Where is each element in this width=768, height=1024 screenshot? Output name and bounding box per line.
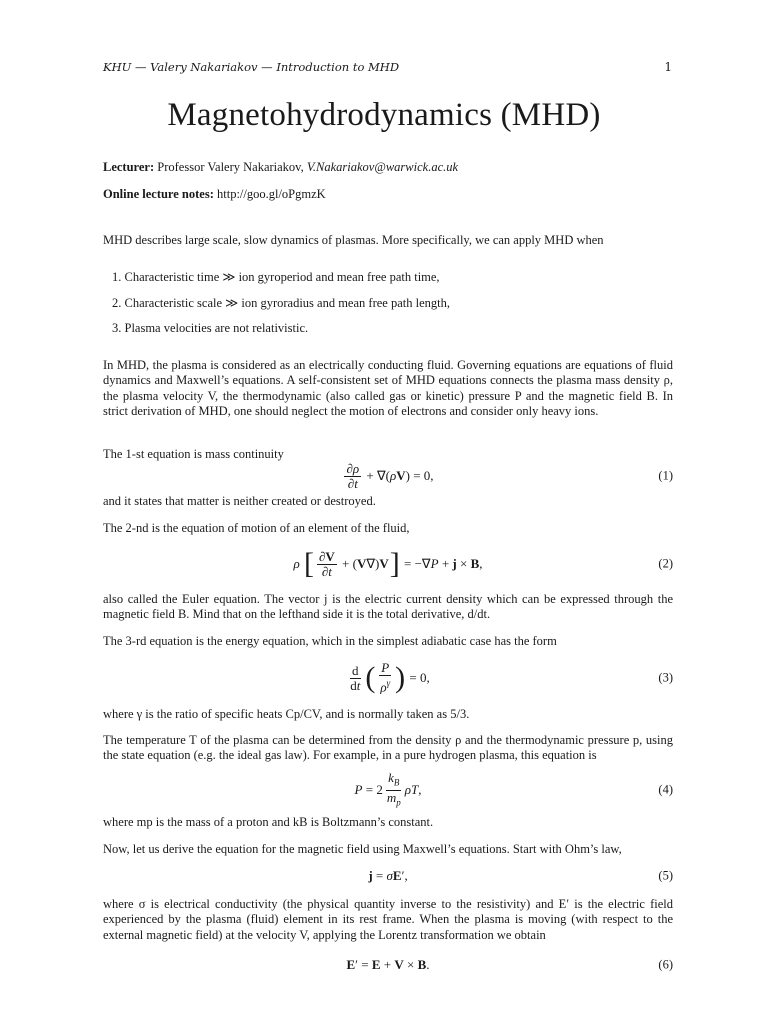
running-head: KHU — Valery Nakariakov — Introduction to MHD (103, 60, 400, 74)
notes-line (103, 187, 673, 203)
equation-4-number: (4) (658, 782, 673, 797)
eq5-lead-text: Now, let us derive the equation for the magnetic field using Maxwell’s equations. Start with Ohm’s law, (103, 842, 622, 856)
equation-3 (103, 660, 673, 696)
equation-5-body: j = σE′, (368, 868, 408, 883)
equation-6 (103, 947, 673, 983)
eq2-after-text: also called the Euler equation. The vector j is the electric current density which can be expressed through the magnetic field B. Mind that on the lefthand side it is the total derivative, d/dt. (103, 592, 673, 622)
eq3-lead-text: The 3-rd equation is the energy equation, which in the simplest adiabatic case has the form (103, 634, 557, 648)
equation-2-number: (2) (658, 556, 673, 571)
paragraph-mhd-fluid: In MHD, the plasma is considered as an electrically conducting fluid. Governing equations are equations of fluid dynamics and Maxwell’s equations. A self-consistent set of MHD equations connects the plasma mass density ρ, the plasma velocity V, the thermodynamic (also called gas or kinetic) pressure P and the magnetic field B. In strict derivation of MHD, one should neglect the motion of electrons and consider only heavy ions. (103, 358, 673, 419)
eq4-after-text: where mp is the mass of a proton and kB is Boltzmann’s constant. (103, 815, 434, 829)
equation-2-body: ρ [ $\frac{\partial V}{\partial t}$ + (V∇)V ] = −∇P + j × B, (293, 547, 483, 580)
eq1-after-text: and it states that matter is neither created or destroyed. (103, 494, 376, 508)
lecturer-label: Lecturer: (103, 160, 155, 174)
equation-3-number: (3) (658, 670, 673, 685)
equation-1-body: $\frac{\partial\rho}{\partial t}$ + ∇(ρV) = 0, (346, 460, 434, 491)
eq2-lead-text: The 2-nd is the equation of motion of an element of the fluid, (103, 521, 410, 535)
eq1-lead-text: The 1-st equation is mass continuity (103, 447, 284, 461)
eq3-after-text: where γ is the ratio of specific heats Cp/CV, and is normally taken as 5/3. (103, 707, 470, 721)
equation-2 (103, 546, 673, 582)
notes-label: Online lecture notes: (103, 187, 214, 201)
condition-item-1: 1. Characteristic time ≫ ion gyroperiod and mean free path time, (112, 270, 440, 284)
equation-3-body: $\frac{d}{dt}$ ( $\frac{P}{\rho^\gamma}$ ) = 0, (350, 660, 430, 695)
equation-1-number: (1) (658, 468, 673, 483)
equation-1 (103, 458, 673, 494)
eq4-lead-text: The temperature T of the plasma can be determined from the density ρ and the thermodynamic pressure p, using the state equation (e.g. the ideal gas law). For example, in a pure hydrogen plasma, this equation is (103, 733, 673, 763)
equation-6-number: (6) (658, 957, 673, 972)
eq5-after-text: where σ is electrical conductivity (the physical quantity inverse to the resistivity) and E′ is the electric field experienced by the plasma (fluid) element in its rest frame. When the plasma is moving (with respect to the external magnetic field) at the velocity V, applying the Lorentz transformation we obtain (103, 897, 673, 942)
document-title: Magnetohydrodynamics (MHD) (167, 97, 601, 133)
page-number: 1 (664, 60, 672, 74)
equation-6-body: E′ = E + V × B. (346, 957, 430, 972)
equation-5 (103, 858, 673, 894)
equation-5-number: (5) (658, 868, 673, 883)
intro-text: MHD describes large scale, slow dynamics of plasmas. More specifically, we can apply MHD when (103, 233, 604, 247)
lecturer-email[interactable]: V.Nakariakov@warwick.ac.uk (306, 160, 459, 174)
condition-item-3: 3. Plasma velocities are not relativistic. (112, 321, 309, 335)
lecturer-line (103, 160, 673, 176)
notes-link[interactable]: http://goo.gl/oPgmzK (217, 187, 326, 201)
lecturer-name: Professor Valery Nakariakov, (157, 160, 304, 174)
equation-4 (103, 769, 673, 808)
condition-item-2: 2. Characteristic scale ≫ ion gyroradius and mean free path length, (112, 296, 450, 310)
equation-4-body: P = 2 $\frac{k_B}{m_p}$ ρT, (354, 769, 422, 808)
